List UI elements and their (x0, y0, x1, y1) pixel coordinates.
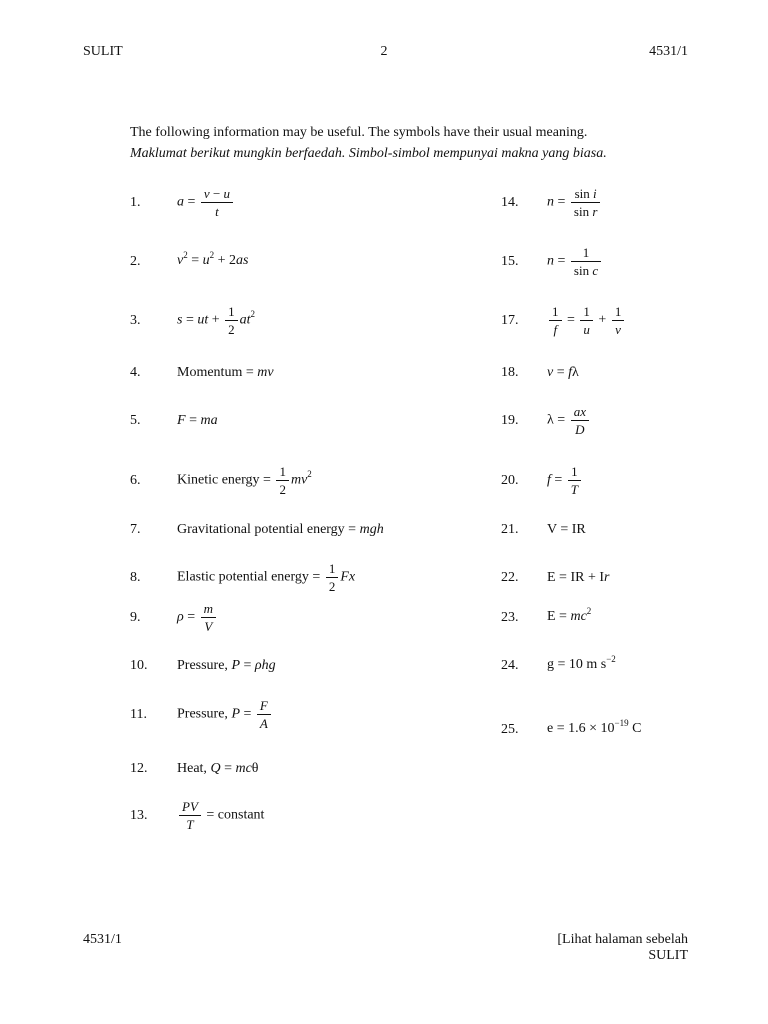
fraction-denominator (225, 321, 238, 338)
formula-text: r (592, 203, 598, 219)
formula-number: 4. (130, 364, 141, 380)
formula-number: 12. (130, 760, 148, 776)
formula-text: = (240, 657, 255, 673)
formula-text: ax (573, 403, 586, 419)
formula-text: i (593, 185, 597, 201)
formula-row (501, 231, 603, 291)
fraction-numerator (549, 303, 562, 321)
fraction-numerator (568, 463, 581, 481)
formula-number: 14. (501, 194, 519, 210)
formula-number: 11. (130, 706, 147, 722)
fraction-numerator (326, 560, 339, 578)
superscript: 2 (250, 309, 256, 320)
formula-expression (547, 185, 602, 220)
formula-text: = (220, 760, 236, 776)
formula-expression (177, 252, 248, 270)
fraction (201, 600, 216, 635)
superscript: 2 (209, 250, 215, 260)
fraction-denominator (549, 321, 562, 338)
formula-expression (177, 521, 384, 538)
fraction-denominator (201, 618, 216, 635)
fraction (225, 303, 238, 338)
formula-text: D (575, 421, 585, 437)
formula-row (501, 390, 591, 450)
formula-text: 1 (552, 303, 559, 319)
fraction-numerator (276, 463, 289, 481)
fraction-denominator (179, 816, 201, 833)
formula-expression (547, 656, 616, 674)
fraction-numerator (257, 697, 271, 715)
formula-text: u (583, 321, 590, 337)
formula-text: v (203, 185, 210, 201)
formula-expression (177, 657, 276, 674)
formula-text: mc (570, 609, 587, 624)
formula-expression (177, 798, 264, 833)
formula-text: mv (290, 472, 308, 488)
formula-expression (547, 303, 626, 338)
formula-number: 2. (130, 253, 141, 269)
formula-text: = (553, 364, 569, 380)
formula-expression (177, 185, 235, 220)
fraction-denominator (326, 578, 339, 595)
header-classification: SULIT (83, 44, 123, 59)
formula-text: − (209, 185, 224, 201)
formula-text: 2 (328, 578, 336, 594)
formula-row (501, 290, 626, 350)
fraction (571, 185, 600, 220)
fraction-denominator (257, 715, 271, 732)
formula-text: = (240, 706, 255, 722)
formula-row (130, 231, 248, 291)
formula-text: F (177, 412, 186, 428)
formula-row (130, 390, 218, 450)
formula-number: 17. (501, 312, 519, 328)
fraction-numerator (612, 303, 625, 321)
formula-text: ma (200, 412, 218, 428)
formula-text: e = 1.6 × 10 (547, 721, 615, 736)
formula-text: Q (210, 760, 221, 776)
formula-text: v (615, 321, 621, 337)
formula-text: 1 (328, 560, 336, 576)
formula-text: V (204, 618, 213, 634)
formula-text: ρ (177, 609, 184, 625)
formula-text: mv (257, 364, 274, 380)
fraction (612, 303, 625, 338)
formula-number: 5. (130, 412, 141, 428)
formula-text: ut (197, 312, 209, 328)
fraction-denominator (571, 262, 601, 279)
formula-text: v (177, 253, 184, 268)
formula-row (130, 172, 235, 232)
formula-text: a (177, 194, 184, 210)
formula-text: 1 (228, 303, 235, 319)
formula-text: 2 (279, 481, 286, 497)
formula-expression (547, 463, 583, 498)
formula-text: A (259, 715, 268, 731)
formula-number: 24. (501, 657, 519, 673)
fraction-numerator (580, 303, 593, 321)
formula-expression (177, 364, 274, 381)
page-number: 2 (380, 44, 388, 59)
formula-text: C (628, 721, 642, 736)
superscript: −19 (614, 718, 629, 728)
formula-text: F (259, 697, 268, 713)
formula-text: s (177, 312, 183, 328)
formula-row (130, 290, 255, 350)
formula-number: 19. (501, 412, 519, 428)
fraction-numerator (571, 244, 601, 262)
superscript: 2 (307, 469, 312, 480)
formula-text: V = IR (547, 521, 586, 537)
formula-row (130, 785, 264, 845)
formula-number: 1. (130, 194, 141, 210)
formula-row (130, 684, 273, 744)
formula-number: 8. (130, 569, 141, 585)
formula-text: g = 10 m s (547, 657, 607, 672)
formula-text: u (223, 185, 231, 201)
formula-text: 2 (228, 321, 235, 337)
formula-text: Elastic potential energy = (177, 569, 324, 585)
fraction-numerator (225, 303, 238, 321)
formula-text: λ (572, 364, 579, 380)
fraction-numerator (201, 600, 216, 618)
formula-number: 18. (501, 364, 519, 380)
formula-text: = (185, 412, 201, 428)
formula-expression (547, 569, 609, 586)
formula-text: E = IR + I (547, 569, 605, 585)
formula-text: E = (547, 609, 571, 624)
formula-text: = (187, 253, 203, 268)
fraction (201, 185, 233, 220)
formula-text: 1 (583, 303, 590, 319)
fraction (568, 463, 581, 498)
fraction-denominator (580, 321, 593, 338)
formula-number: 23. (501, 609, 519, 625)
formula-expression (547, 608, 591, 626)
formula-text: t (215, 203, 219, 219)
fraction-denominator (571, 421, 589, 438)
formula-expression (177, 463, 312, 498)
formula-text: = (184, 194, 199, 210)
fraction-denominator (568, 481, 581, 498)
formula-expression (177, 303, 255, 338)
formula-row (501, 699, 641, 759)
intro-english: The following information may be useful. The symbols have their usual meaning. (130, 125, 588, 140)
formula-text: f (553, 321, 558, 337)
formula-expression (547, 521, 586, 538)
fraction (549, 303, 562, 338)
formula-text: 1 (582, 244, 590, 260)
formula-row (501, 635, 616, 695)
formula-number: 9. (130, 609, 141, 625)
formula-text: = (563, 312, 579, 328)
formula-text: T (570, 481, 579, 497)
formula-text: θ (251, 760, 259, 776)
formula-text: λ = (547, 412, 569, 428)
formula-expression (177, 697, 273, 732)
fraction (257, 697, 271, 732)
fraction-denominator (201, 203, 233, 220)
formula-expression (547, 244, 603, 279)
formula-text: = (554, 253, 569, 269)
formula-number: 22. (501, 569, 519, 585)
formula-text: c (592, 262, 599, 278)
fraction (276, 463, 289, 498)
formula-number: 21. (501, 521, 519, 537)
formula-row (501, 172, 602, 232)
formula-text: = (554, 194, 569, 210)
formula-number: 13. (130, 807, 148, 823)
formula-expression (177, 600, 218, 635)
fraction (580, 303, 593, 338)
formula-text: f (568, 364, 573, 380)
superscript: 2 (586, 606, 592, 616)
fraction (571, 244, 601, 279)
formula-expression (547, 403, 591, 438)
footer-continue-note: [Lihat halaman sebelah (557, 932, 688, 947)
formula-text: sin (574, 185, 594, 201)
formula-text: n (547, 253, 554, 269)
formula-text: m (203, 600, 214, 616)
formula-text: T (186, 816, 194, 832)
fraction (571, 403, 589, 438)
formula-text: Momentum = (177, 364, 258, 380)
formula-text: 1 (279, 463, 286, 479)
formula-text: PV (182, 798, 198, 814)
fraction-denominator (612, 321, 625, 338)
formula-expression (177, 412, 218, 429)
formula-number: 10. (130, 657, 148, 673)
header-paper-code: 4531/1 (649, 44, 688, 59)
formula-text: at (239, 312, 251, 328)
formula-text: 1 (571, 463, 578, 479)
formula-text: + 2 (214, 253, 237, 268)
fraction (326, 560, 339, 595)
formula-text: P (231, 657, 240, 673)
formula-number: 15. (501, 253, 519, 269)
formula-number: 20. (501, 472, 519, 488)
superscript: −2 (606, 654, 616, 664)
formula-text: v (547, 364, 554, 380)
formula-text: = (182, 312, 198, 328)
formula-text: = (183, 609, 199, 625)
formula-text: + (594, 312, 610, 328)
formula-text: = constant (202, 807, 265, 823)
formula-text: Pressure, (177, 657, 232, 673)
formula-number: 6. (130, 472, 141, 488)
formula-text: = (550, 472, 566, 488)
formula-text: sin (573, 203, 593, 219)
formula-text: P (231, 706, 240, 722)
formula-number: 7. (130, 521, 141, 537)
formula-text: f (547, 472, 551, 488)
formula-text: as (236, 253, 249, 268)
fraction-denominator (276, 481, 289, 498)
formula-expression (177, 760, 259, 777)
formula-text: Gravitational potential energy = (177, 521, 360, 537)
fraction-numerator (201, 185, 233, 203)
formula-text: sin (573, 262, 593, 278)
fraction-numerator (571, 403, 589, 421)
formula-expression (547, 720, 641, 738)
footer-classification: SULIT (648, 948, 688, 963)
footer-paper-code: 4531/1 (83, 932, 122, 947)
formula-text: n (547, 194, 554, 210)
formula-number: 3. (130, 312, 141, 328)
formula-text: ρhg (254, 657, 276, 673)
formula-text: mc (235, 760, 252, 776)
fraction-denominator (571, 203, 600, 220)
formula-text: + (208, 312, 224, 328)
formula-text: Kinetic energy = (177, 472, 275, 488)
fraction-numerator (179, 798, 201, 816)
formula-text: Pressure, (177, 706, 232, 722)
formula-text: Heat, (177, 760, 211, 776)
formula-text: Fx (340, 569, 356, 585)
formula-text: u (202, 253, 210, 268)
formula-expression (547, 364, 579, 381)
formula-number: 25. (501, 721, 519, 737)
formula-text: 1 (614, 303, 622, 319)
superscript: 2 (183, 250, 188, 260)
fraction (179, 798, 201, 833)
intro-malay: Maklumat berikut mungkin berfaedah. Simbol-simbol mempunyai makna yang biasa. (130, 146, 607, 161)
formula-text: mgh (359, 521, 384, 537)
formula-text: r (604, 569, 610, 585)
fraction-numerator (571, 185, 600, 203)
